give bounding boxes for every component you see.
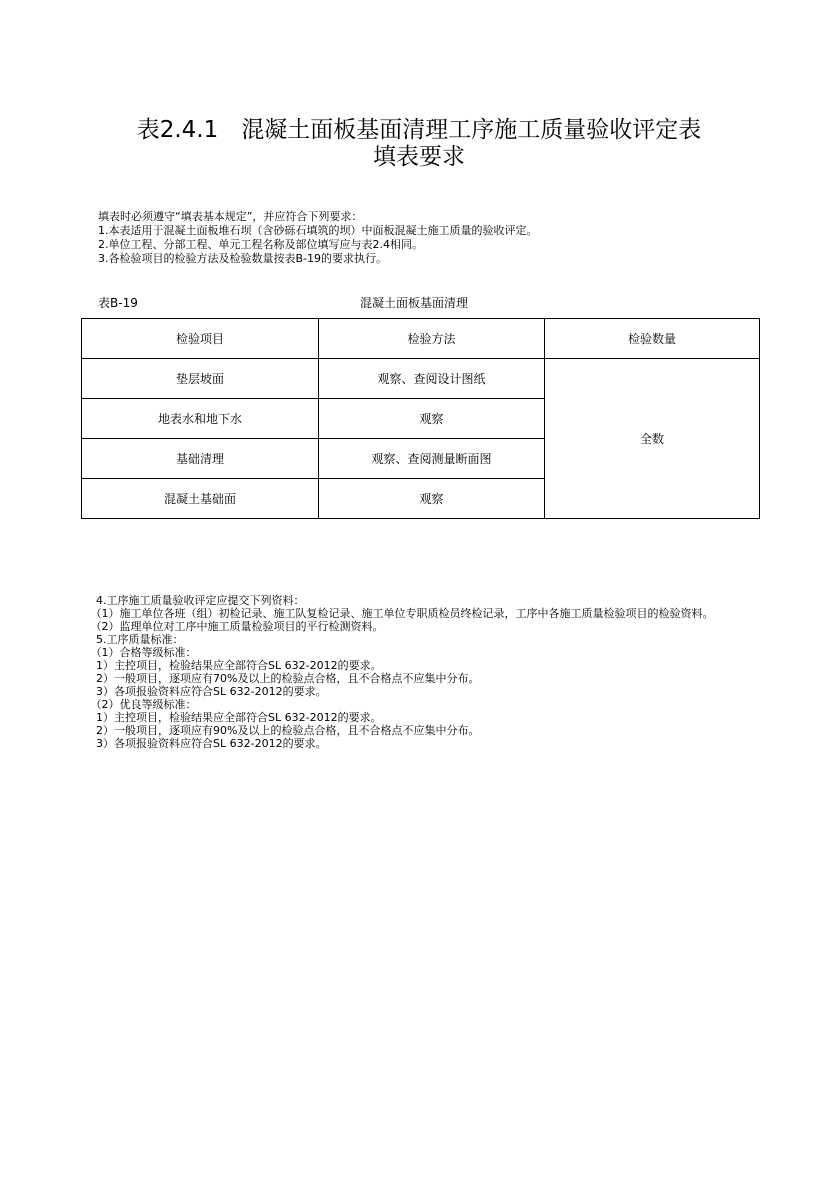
table-code: 表B-19: [98, 296, 138, 310]
requirement-line: 3.各检验项目的检验方法及检验数量按表B-19的要求执行。: [98, 252, 388, 265]
note-line: 2）一般项目，逐项应有70%及以上的检验点合格，且不合格点不应集中分布。: [85, 672, 480, 685]
note-line: （1）合格等级标准：: [85, 646, 197, 659]
cell-item: 地表水和地下水: [82, 399, 319, 439]
page-subtitle: 填表要求: [373, 144, 465, 170]
requirement-line: 1.本表适用于混凝土面板堆石坝（含砂砾石填筑的坝）中面板混凝土施工质量的验收评定。: [98, 224, 538, 237]
note-line: 1）主控项目，检验结果应全部符合SL 632-2012的要求。: [85, 711, 382, 724]
requirement-line: 填表时必须遵守“填表基本规定”，并应符合下列要求：: [98, 210, 363, 223]
note-line: 1）主控项目，检验结果应全部符合SL 632-2012的要求。: [85, 659, 382, 672]
requirements: [98, 210, 538, 266]
table-header-row: [82, 319, 760, 359]
cell-method: 观察、查阅测量断面图: [319, 439, 545, 479]
cell-method: 观察: [319, 479, 545, 519]
page-title: 表2.4.1 混凝土面板基面清理工序施工质量验收评定表: [136, 117, 702, 143]
note-line: 4.工序施工质量验收评定应提交下列资料：: [85, 594, 305, 607]
requirement-line: 2.单位工程、分部工程、单元工程名称及部位填写应与表2.4相同。: [98, 238, 423, 251]
table-row: [82, 359, 760, 399]
table-name: 混凝土面板基面清理: [360, 296, 469, 310]
note-line: 5.工序质量标准：: [85, 633, 184, 646]
header-item: 检验项目: [82, 319, 319, 359]
note-line: （2）监理单位对工序中施工质量检验项目的平行检测资料。: [85, 620, 384, 633]
note-line: 3）各项报验资料应符合SL 632-2012的要求。: [85, 737, 327, 750]
cell-method: 观察、查阅设计图纸: [319, 359, 545, 399]
inspection-table: [81, 318, 760, 519]
note-line: （1）施工单位各班（组）初检记录、施工队复检记录、施工单位专职质检员终检记录，工序中各施工质量检验项目的检验资料。: [85, 607, 714, 620]
cell-method: 观察: [319, 399, 545, 439]
cell-quantity: 全数: [545, 359, 760, 519]
header-method: 检验方法: [319, 319, 545, 359]
header-quantity: 检验数量: [545, 319, 760, 359]
cell-item: 垫层坡面: [82, 359, 319, 399]
notes: [85, 594, 755, 750]
note-line: 3）各项报验资料应符合SL 632-2012的要求。: [85, 685, 327, 698]
cell-item: 混凝土基础面: [82, 479, 319, 519]
cell-item: 基础清理: [82, 439, 319, 479]
note-line: （2）优良等级标准：: [85, 698, 197, 711]
note-line: 2）一般项目，逐项应有90%及以上的检验点合格，且不合格点不应集中分布。: [85, 724, 480, 737]
